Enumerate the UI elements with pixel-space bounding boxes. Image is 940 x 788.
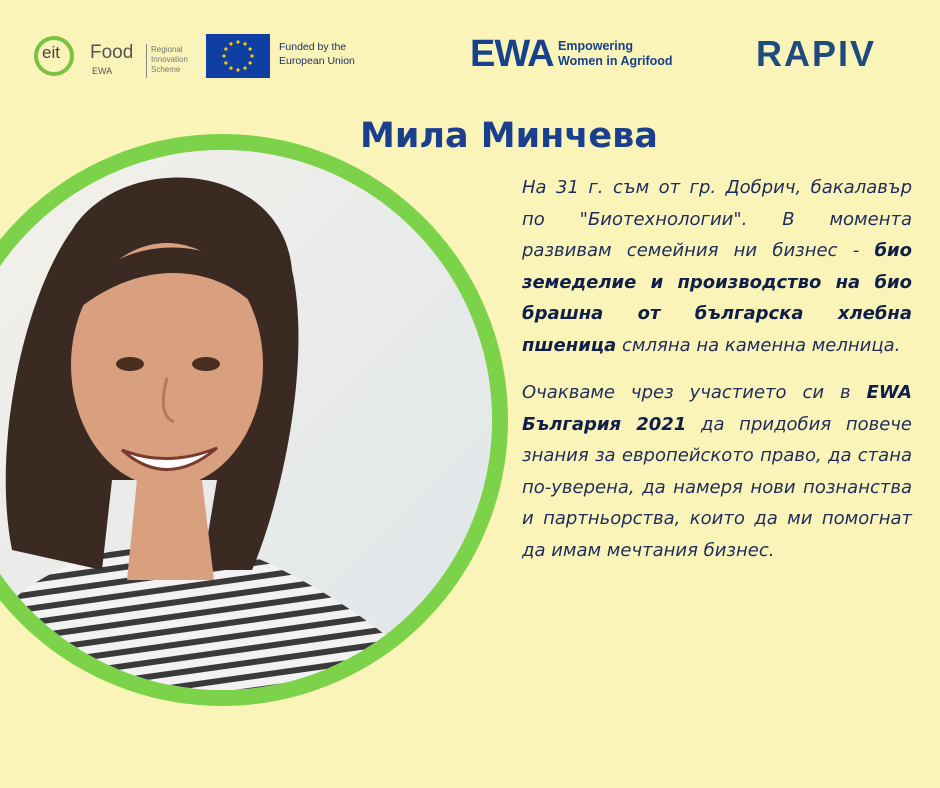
portrait-illustration xyxy=(0,150,492,690)
eu-star-icon xyxy=(236,68,239,71)
ewa-mark: EWA xyxy=(470,33,554,75)
bio-paragraph xyxy=(522,172,912,361)
profile-description xyxy=(522,172,912,582)
food-wordmark: Food xyxy=(90,42,134,63)
ewa-tagline xyxy=(558,39,698,69)
eu-funding-line-2: European Union xyxy=(279,55,355,67)
ewa-small-wordmark: EWA xyxy=(92,66,113,76)
eu-funding-text xyxy=(279,40,355,68)
ris-line-3: Scheme xyxy=(151,65,181,74)
goals-paragraph xyxy=(522,377,912,566)
goals-highlight: EWA България 2021 xyxy=(522,382,912,435)
profile-name: Мила Минчева xyxy=(360,116,658,156)
ris-line-2: Innovation xyxy=(151,55,188,64)
eu-star-icon xyxy=(229,67,232,70)
rapiv-logo: RAPIV xyxy=(756,33,877,74)
eu-star-icon xyxy=(229,42,232,45)
bio-highlight: био земеделие и производство на био брашна от българска хлебна пшеница xyxy=(522,240,912,356)
eu-star-icon xyxy=(222,54,225,57)
eit-food-logo xyxy=(34,34,204,84)
eu-star-icon xyxy=(236,40,239,43)
ris-text xyxy=(151,45,188,75)
eu-star-icon xyxy=(250,54,253,57)
bio-outro: смляна на каменна мелница. xyxy=(616,334,901,356)
eu-star-icon xyxy=(243,67,246,70)
bio-intro: На 31 г. съм от гр. Добрич, бакалавър по "Биотехнологии". В момента развивам семейния ни бизнес - xyxy=(522,177,912,261)
ris-line-1: Regional xyxy=(151,45,183,54)
logo-divider xyxy=(146,44,147,78)
eu-flag-icon xyxy=(206,34,270,78)
ewa-tagline-line-2: Women in Agrifood xyxy=(558,54,673,68)
eu-stars-icon xyxy=(206,34,270,78)
eu-star-icon xyxy=(224,61,227,64)
eit-wordmark: eit xyxy=(42,43,60,62)
eu-star-icon xyxy=(224,47,227,50)
ewa-tagline-line-1: Empowering xyxy=(558,39,634,53)
goals-outro: да придобия повече знания за европейското право, да стана по-уверена, да намеря нови познанства и партньорства, които да ми помогнат да имам мечтания бизнес. xyxy=(522,413,912,561)
profile-photo xyxy=(0,134,508,706)
goals-intro: Очакваме чрез участието си в xyxy=(522,382,867,403)
eu-star-icon xyxy=(243,42,246,45)
eu-funding-line-1: Funded by the xyxy=(279,41,347,53)
eu-star-icon xyxy=(249,47,252,50)
eu-star-icon xyxy=(249,61,252,64)
